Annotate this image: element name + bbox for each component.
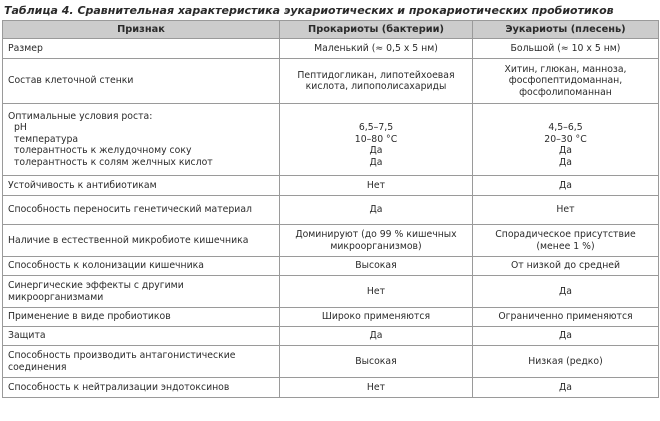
- row-eukaryotes: Нет: [473, 196, 659, 225]
- row-feature: Наличие в естественной микробиоте кишечника: [3, 225, 280, 257]
- row-eukaryotes: Хитин, глюкан, манноза, фосфопептидоманнан, фосфолипоманнан: [473, 59, 659, 104]
- row-prokaryotes: Нет: [280, 176, 473, 196]
- table-row: [3, 378, 659, 398]
- table-row: [3, 276, 659, 308]
- table-row: [3, 257, 659, 276]
- row-feature-group: [3, 104, 280, 176]
- row-feature: Способность к нейтрализации эндотоксинов: [3, 378, 280, 398]
- row-prokaryotes: Нет: [280, 378, 473, 398]
- table-row: [3, 59, 659, 104]
- row-prokaryotes: Высокая: [280, 257, 473, 276]
- row-prokaryotes: Высокая: [280, 346, 473, 378]
- row-prokaryotes: Маленький (≈ 0,5 x 5 нм): [280, 39, 473, 59]
- sub-eukaryotes-bile: Да: [559, 156, 572, 168]
- row-feature: Защита: [3, 327, 280, 346]
- row-feature: Устойчивость к антибиотикам: [3, 176, 280, 196]
- row-feature: Синергические эффекты с другими микроорганизмами: [3, 276, 280, 308]
- table-row: [3, 196, 659, 225]
- sub-eukaryotes-ph: 4,5–6,5: [548, 122, 583, 134]
- row-prokaryotes: Да: [280, 327, 473, 346]
- table-row: [3, 39, 659, 59]
- growth-conditions-title: Оптимальные условия роста:: [8, 110, 153, 122]
- row-eukaryotes: Да: [473, 378, 659, 398]
- sub-feature-gastric-tolerance: толерантность к желудочному соку: [14, 145, 192, 157]
- header-eukaryotes: Эукариоты (плесень): [473, 21, 659, 39]
- row-eukaryotes: От низкой до средней: [473, 257, 659, 276]
- table-row: [3, 308, 659, 327]
- table-row: [3, 104, 659, 176]
- row-eukaryotes: Большой (≈ 10 x 5 нм): [473, 39, 659, 59]
- sub-feature-bile-tolerance: толерантность к солям желчных кислот: [14, 156, 213, 168]
- table-caption: Таблица 4. Сравнительная характеристика эукариотических и прокариотических пробиотиков: [4, 4, 614, 17]
- sub-eukaryotes-gastric: Да: [559, 145, 572, 157]
- row-feature: Состав клеточной стенки: [3, 59, 280, 104]
- sub-prokaryotes-temperature: 10–80 °С: [354, 133, 398, 145]
- row-feature: Способность переносить генетический материал: [3, 196, 280, 225]
- row-prokaryotes: Доминируют (до 99 % кишечных микроорганизмов): [280, 225, 473, 257]
- row-prokaryotes-group: [280, 104, 473, 176]
- row-feature: Применение в виде пробиотиков: [3, 308, 280, 327]
- row-prokaryotes: Широко применяются: [280, 308, 473, 327]
- table-row: [3, 176, 659, 196]
- header-row: [3, 21, 659, 39]
- header-feature: Признак: [3, 21, 280, 39]
- row-feature: Способность к колонизации кишечника: [3, 257, 280, 276]
- row-prokaryotes: Да: [280, 196, 473, 225]
- sub-eukaryotes-temperature: 20–30 °С: [544, 133, 587, 145]
- row-feature: Размер: [3, 39, 280, 59]
- comparison-table: [2, 20, 659, 398]
- sub-prokaryotes-ph: 6,5–7,5: [358, 122, 394, 134]
- row-eukaryotes: Да: [473, 276, 659, 308]
- row-eukaryotes-group: [473, 104, 659, 176]
- row-eukaryotes: Спорадическое присутствие (менее 1 %): [473, 225, 659, 257]
- sub-feature-temperature: температура: [14, 133, 79, 145]
- row-prokaryotes: Пептидогликан, липотейхоевая кислота, липополисахариды: [280, 59, 473, 104]
- row-eukaryotes: Да: [473, 327, 659, 346]
- header-prokaryotes: Прокариоты (бактерии): [280, 21, 473, 39]
- sub-prokaryotes-gastric: Да: [369, 145, 383, 157]
- row-feature: Способность производить антагонистические соединения: [3, 346, 280, 378]
- table-row: [3, 327, 659, 346]
- sub-prokaryotes-bile: Да: [369, 156, 383, 168]
- table-row: [3, 346, 659, 378]
- sub-feature-ph: pH: [14, 122, 27, 134]
- row-eukaryotes: Низкая (редко): [473, 346, 659, 378]
- row-eukaryotes: Да: [473, 176, 659, 196]
- row-eukaryotes: Ограниченно применяются: [473, 308, 659, 327]
- table-row: [3, 225, 659, 257]
- row-prokaryotes: Нет: [280, 276, 473, 308]
